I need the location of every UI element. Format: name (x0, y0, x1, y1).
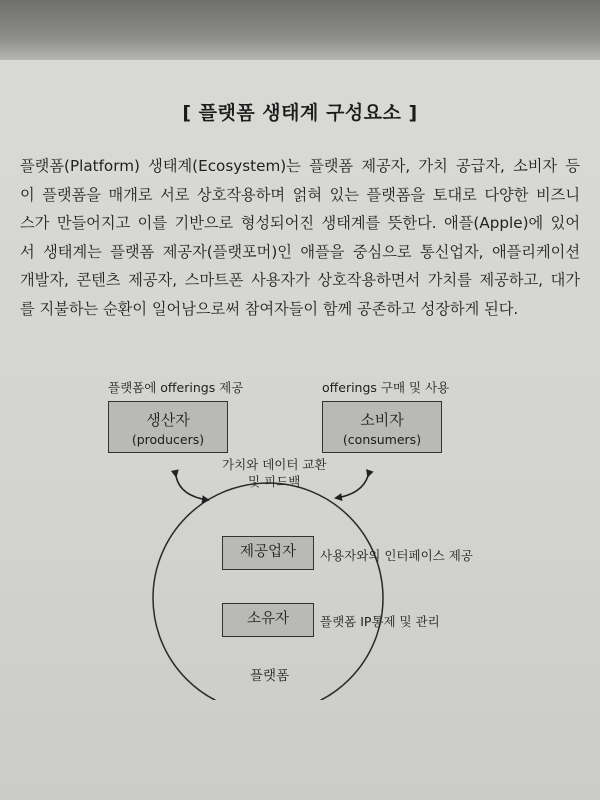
producer-sublabel: (producers) (131, 432, 205, 447)
paragraph-line: 서 생태계는 플랫폼 제공자(플랫포머)인 애플을 중심으로 통신업자, 애플리케이션 (20, 242, 580, 261)
producer-label: 생산자 (146, 411, 190, 429)
exchange-caption-line2: 및 피드백 (248, 474, 301, 489)
provider-caption: 사용자와의 인터페이스 제공 (320, 548, 473, 563)
owner-caption: 플랫폼 IP통제 및 관리 (320, 614, 440, 629)
right-exchange-arrow (336, 476, 368, 498)
page-top-edge (0, 0, 600, 62)
owner-box: 소유자 (222, 603, 314, 637)
exchange-caption-line1: 가치와 데이터 교환 (222, 457, 327, 472)
paragraph-line: 스가 만들어지고 이를 기반으로 형성되어진 생태계를 뜻한다. 애플(Apple)에 있어 (20, 214, 580, 232)
platform-label: 플랫폼 (250, 668, 290, 684)
left-exchange-arrow (176, 476, 208, 500)
producer-caption: 플랫폼에 offerings 제공 (108, 380, 244, 395)
paragraph-line: 개발자, 콘텐츠 제공자, 스마트폰 사용자가 상호작용하면서 가치를 제공하고, 대가 (20, 271, 580, 289)
producer-box (108, 401, 228, 453)
diagram-shapes (0, 370, 600, 700)
ecosystem-diagram (0, 370, 600, 700)
body-paragraph (20, 152, 580, 323)
consumer-sublabel: (consumers) (342, 432, 422, 447)
provider-box: 제공업자 (222, 536, 314, 570)
paragraph-line: 이 플랫폼을 매개로 서로 상호작용하며 얽혀 있는 플랫폼을 토대로 다양한 비즈니 (20, 185, 580, 204)
section-title: [ 플랫폼 생태계 구성요소 ] (182, 102, 418, 124)
consumer-label: 소비자 (360, 411, 404, 429)
paragraph-line: 를 지불하는 순환이 일어남으로써 참여자들이 함께 공존하고 성장하게 된다. (20, 299, 519, 318)
paragraph-line: 플랫폼(Platform) 생태계(Ecosystem)는 플랫폼 제공자, 가치 공급자, 소비자 등 (20, 157, 580, 175)
consumer-box (322, 401, 442, 453)
consumer-caption: offerings 구매 및 사용 (322, 380, 450, 395)
